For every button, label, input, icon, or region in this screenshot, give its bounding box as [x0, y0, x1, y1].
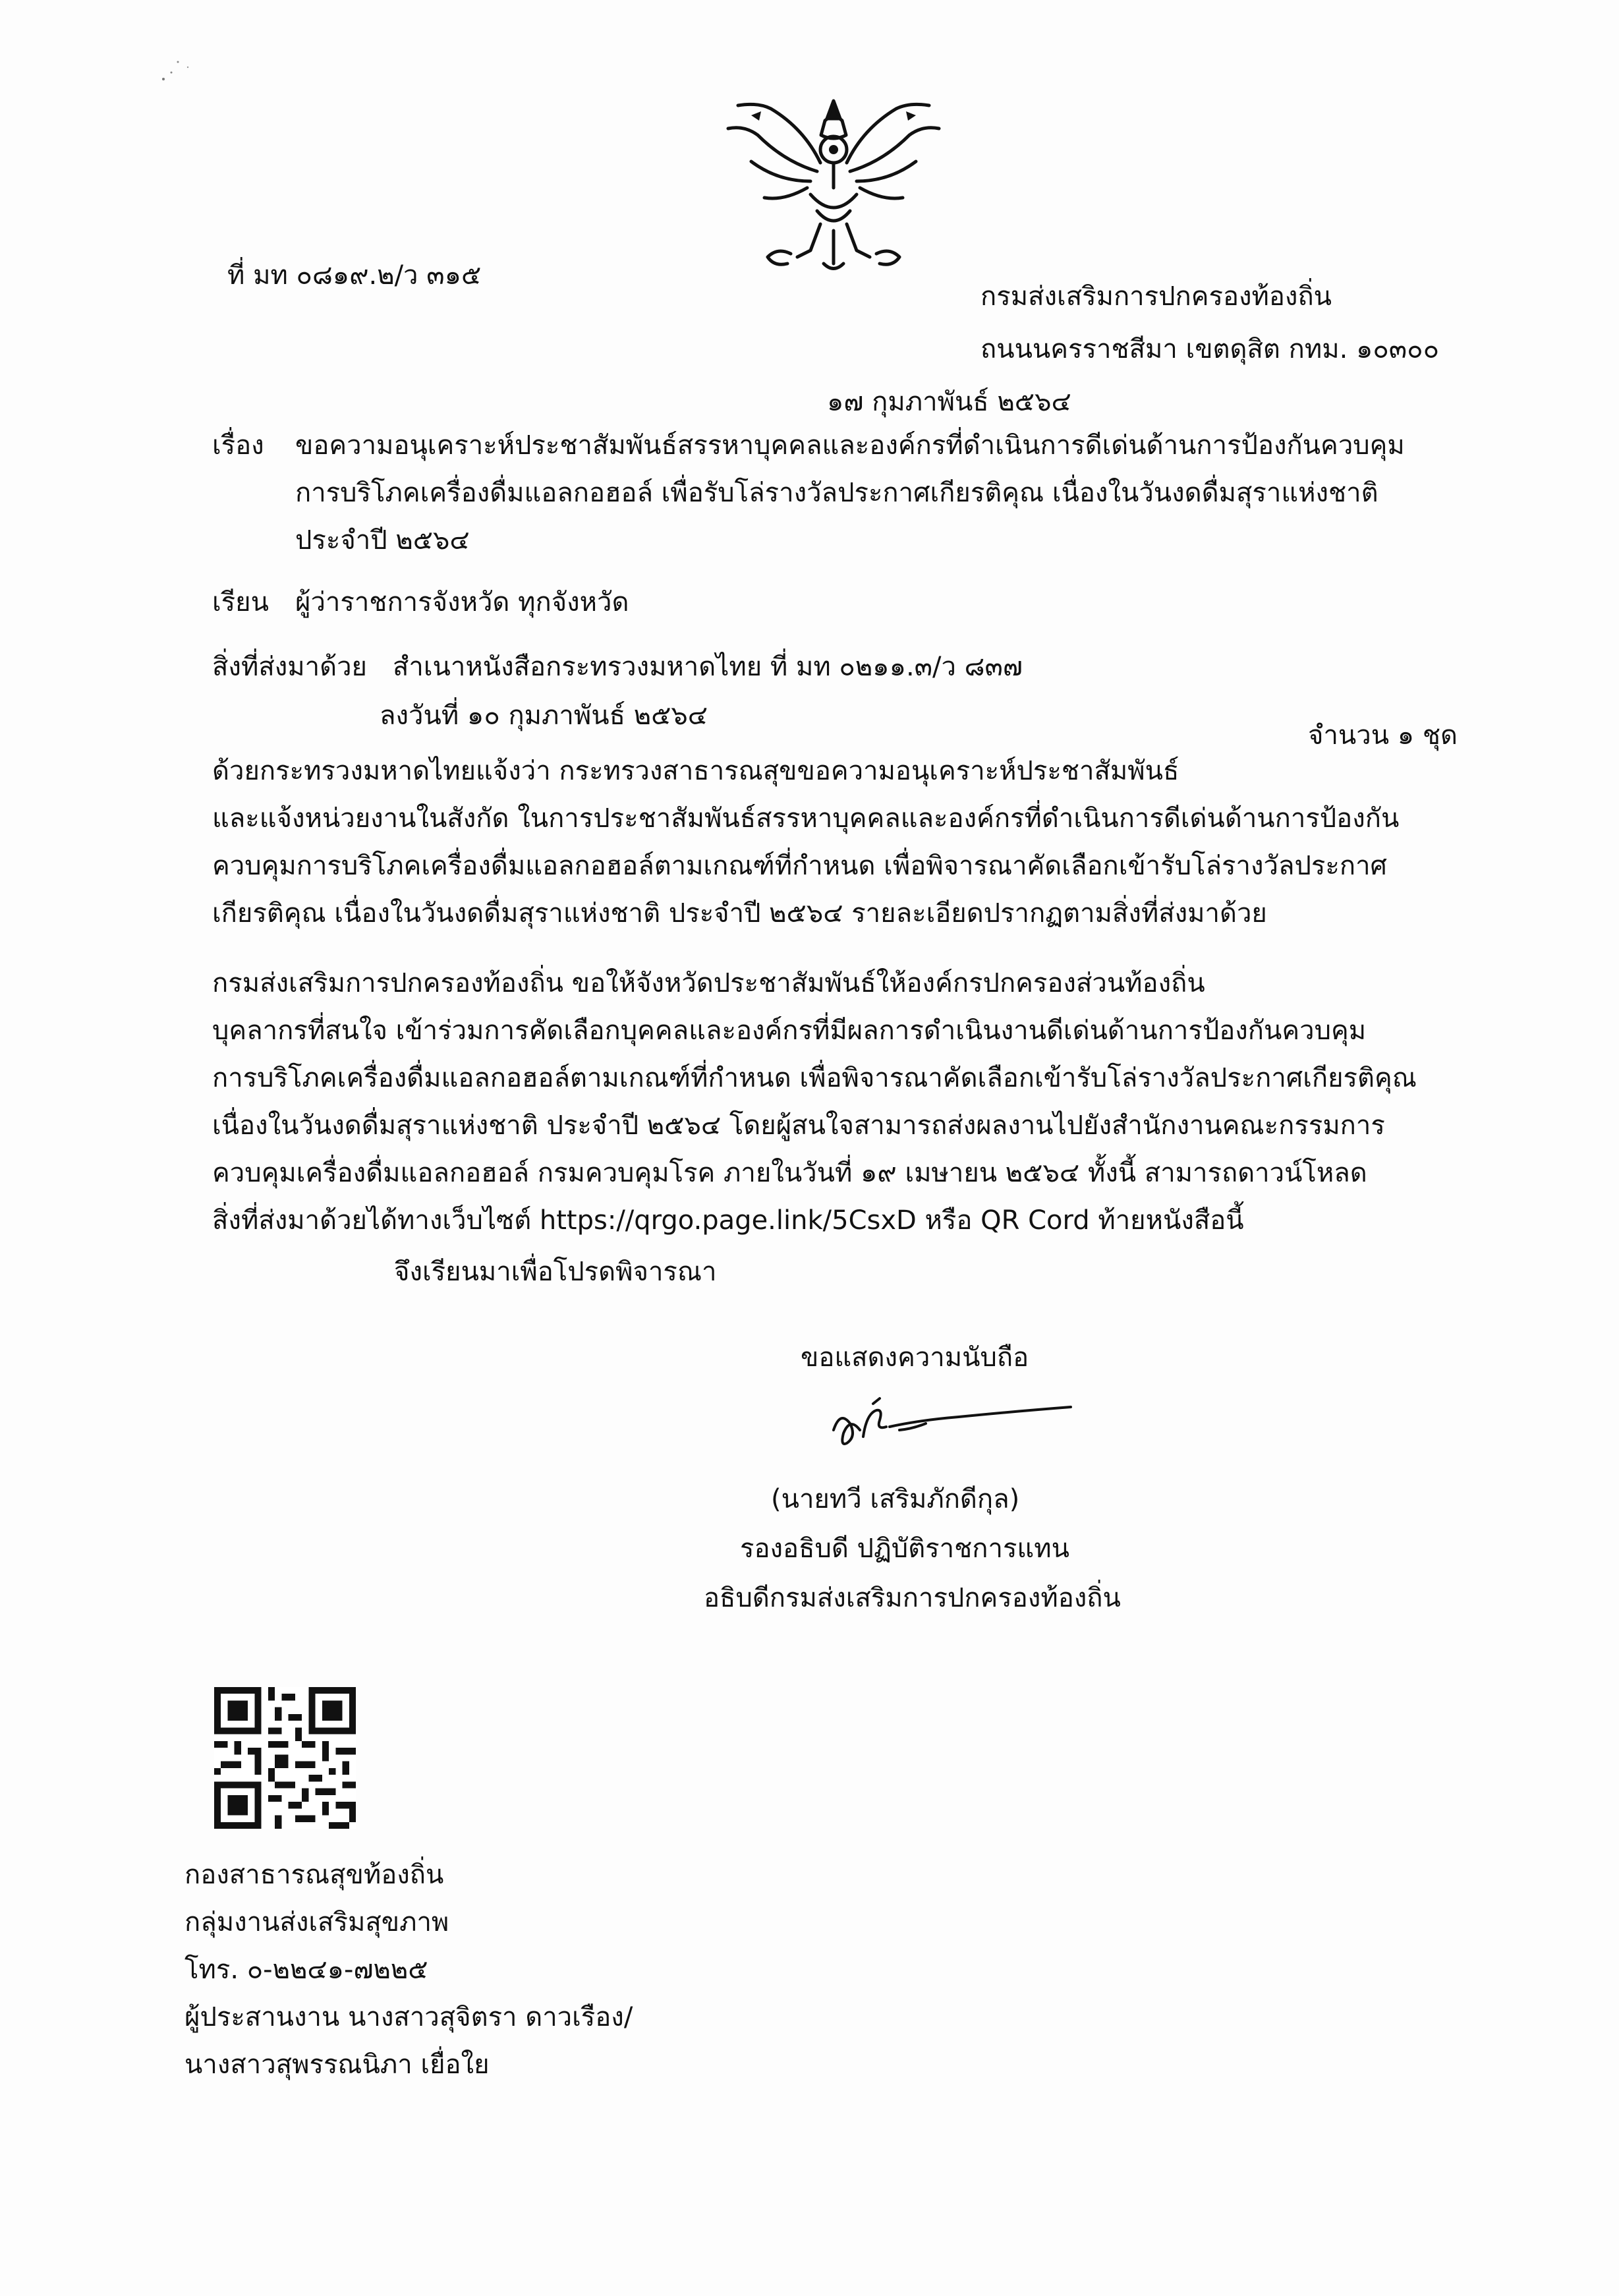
paragraph-line: และแจ้งหน่วยงานในสังกัด ในการประชาสัมพันธ์สรรหาบุคคลและองค์กรที่ดำเนินการดีเด่นด้านการป้องกัน — [212, 803, 1400, 834]
subject-line: การบริโภคเครื่องดื่มแอลกอฮอล์ เพื่อรับโล่รางวัลประกาศเกียรติคุณ เนื่องในวันงดดื่มสุราแห่งชาติ — [295, 478, 1378, 508]
enclosure-count: จำนวน ๑ ชุด — [1308, 720, 1458, 751]
subject-line: ประจำปี ๒๕๖๔ — [295, 525, 470, 556]
contact-coordinator: ผู้ประสานงาน นางสาวสุจิตรา ดาวเรือง/ — [185, 2002, 633, 2032]
enclosure-line-1: สำเนาหนังสือกระทรวงมหาดไทย ที่ มท ๐๒๑๑.๓/ว ๘๓๗ — [393, 652, 1023, 682]
paragraph-line: ควบคุมการบริโภคเครื่องดื่มแอลกอฮอล์ตามเกณฑ์ที่กำหนด เพื่อพิจารณาคัดเลือกเข้ารับโล่รางวัลประกาศ — [212, 851, 1387, 881]
subject-label: เรื่อง — [212, 430, 264, 461]
regards: ขอแสดงความนับถือ — [801, 1342, 1029, 1373]
subject-text — [295, 426, 1481, 568]
paragraph-line: เกียรติคุณ เนื่องในวันงดดื่มสุราแห่งชาติ ประจำปี ๒๕๖๔ รายละเอียดปรากฏตามสิ่งที่ส่งมาด้วย — [212, 898, 1267, 929]
paragraph-line: ด้วยกระทรวงมหาดไทยแจ้งว่า กระทรวงสาธารณสุขขอความอนุเคราะห์ประชาสัมพันธ์ — [212, 756, 1179, 786]
garuda-emblem-icon — [712, 89, 955, 280]
contact-group: กลุ่มงานส่งเสริมสุขภาพ — [185, 1907, 449, 1937]
reference-number: ที่ มท ๐๘๑๙.๒/ว ๓๑๕ — [227, 260, 482, 291]
enclosure-label: สิ่งที่ส่งมาด้วย — [212, 652, 367, 682]
enclosure-line-2: ลงวันที่ ๑๐ กุมภาพันธ์ ๒๕๖๔ — [380, 701, 708, 731]
signer-title-2: อธิบดีกรมส่งเสริมการปกครองท้องถิ่น — [704, 1583, 1121, 1613]
paragraph-line: ควบคุมเครื่องดื่มแอลกอฮอล์ กรมควบคุมโรค ภายในวันที่ ๑๙ เมษายน ๒๕๖๔ ทั้งนี้ สามารถดาวน์โหลด — [212, 1158, 1367, 1188]
paragraph-line: กรมส่งเสริมการปกครองท้องถิ่น ขอให้จังหวัดประชาสัมพันธ์ให้องค์กรปกครองส่วนท้องถิ่น — [212, 968, 1205, 998]
contact-phone: โทร. ๐-๒๒๔๑-๗๒๒๕ — [185, 1955, 428, 1985]
handwritten-signature — [827, 1391, 1077, 1463]
paragraph-line: สิ่งที่ส่งมาด้วยได้ทางเว็บไซต์ https://qrgo.page.link/5CsxD หรือ QR Cord ท้ายหนังสือนี้ — [212, 1205, 1244, 1236]
recipient-label: เรียน — [212, 587, 269, 617]
contact-division: กองสาธารณสุขท้องถิ่น — [185, 1860, 444, 1890]
signer-name: (นายทวี เสริมภักดีกุล) — [771, 1484, 1020, 1514]
closing-line: จึงเรียนมาเพื่อโปรดพิจารณา — [394, 1257, 717, 1287]
qr-code-icon — [214, 1687, 356, 1829]
body-paragraph-1 — [212, 751, 1477, 941]
scan-speckle — [158, 53, 198, 92]
contact-block — [185, 1855, 633, 2092]
contact-coordinator-2: นางสาวสุพรรณนิภา เยื่อใย — [185, 2050, 490, 2080]
org-name: กรมส่งเสริมการปกครองท้องถิ่น — [980, 281, 1332, 312]
paragraph-line: บุคลากรที่สนใจ เข้าร่วมการคัดเลือกบุคคลและองค์กรที่มีผลการดำเนินงานดีเด่นด้านการป้องกันควบคุม — [212, 1016, 1367, 1046]
paragraph-line: การบริโภคเครื่องดื่มแอลกอฮอล์ตามเกณฑ์ที่กำหนด เพื่อพิจารณาคัดเลือกเข้ารับโล่รางวัลประกาศเกียรติคุณ — [212, 1063, 1417, 1093]
paragraph-line: เนื่องในวันงดดื่มสุราแห่งชาติ ประจำปี ๒๕๖๔ โดยผู้สนใจสามารถส่งผลงานไปยังสำนักงานคณะกรรมการ — [212, 1110, 1385, 1141]
org-address: ถนนนครราชสีมา เขตดุสิต กทม. ๑๐๓๐๐ — [980, 334, 1439, 364]
signer-title-1: รองอธิบดี ปฏิบัติราชการแทน — [740, 1534, 1069, 1564]
document-date: ๑๗ กุมภาพันธ์ ๒๕๖๔ — [827, 387, 1071, 417]
body-paragraph-2 — [212, 963, 1477, 1248]
subject-line: ขอความอนุเคราะห์ประชาสัมพันธ์สรรหาบุคคลและองค์กรที่ดำเนินการดีเด่นด้านการป้องกันควบคุม — [295, 430, 1405, 461]
recipient-value: ผู้ว่าราชการจังหวัด ทุกจังหวัด — [295, 587, 629, 617]
